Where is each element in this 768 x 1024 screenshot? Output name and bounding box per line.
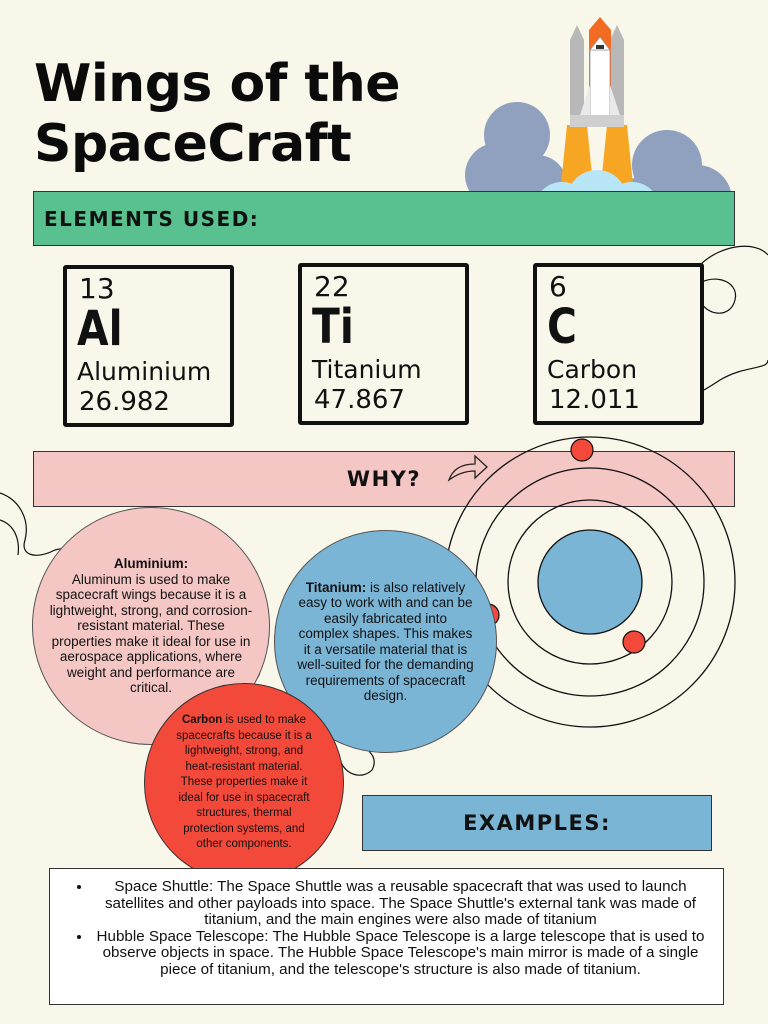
atom-icon [440, 430, 740, 740]
list-item: • Hubble Space Telescope: The Hubble Space Telescope is a large telescope that is used to observe objects in space. The Hubble Space Telescope's main mirror is made of a single piece of titanium, and the telescope's structure is also made of titanium. [92, 929, 709, 979]
element-symbol: C [547, 299, 577, 355]
element-name: Titanium [312, 355, 422, 384]
carbon-heading: Carbon [182, 714, 223, 727]
atomic-number: 6 [549, 270, 567, 303]
titanium-heading: Titanium: [305, 579, 367, 595]
element-symbol: Al [77, 301, 123, 357]
atomic-mass: 47.867 [314, 385, 405, 415]
atomic-number: 22 [314, 270, 350, 303]
elements-used-label: ELEMENTS USED: [44, 206, 260, 231]
aluminium-heading: Aluminium: [113, 556, 189, 572]
element-tile-titanium [298, 263, 469, 425]
carbon-reason-circle [144, 683, 344, 883]
elements-used-banner [33, 191, 735, 246]
carbon-text: is used to make spacecrafts because it is a lightweight, strong, and heat-resistant material. These properties make it ideal for use in spacecraft structures, thermal protection systems, and other components. [176, 714, 312, 851]
atomic-number: 13 [79, 272, 115, 305]
examples-list [76, 879, 709, 978]
element-name: Carbon [547, 355, 638, 384]
examples-banner [362, 795, 712, 851]
titanium-text: is also relatively easy to work with and can be easily fabricated into complex shapes. This makes it a versatile material that is well-suited for the demanding requirements of spacecraft design. [297, 579, 474, 703]
examples-box [49, 868, 724, 1005]
aluminium-text: Aluminum is used to make spacecraft wings because it is a lightweight, strong, and corrosion-resistant material. These properties make it ideal for use in aerospace applications, where weight and performance are critical. [49, 571, 253, 696]
atomic-mass: 12.011 [549, 385, 640, 415]
page-title: Wings of the SpaceCraft [34, 54, 401, 174]
why-label: WHY? [346, 467, 422, 491]
element-tile-aluminium [63, 265, 234, 427]
list-item: • Space Shuttle: The Space Shuttle was a reusable spacecraft that was used to launch satellites and other payloads into space. The Space Shuttle's external tank was made of titanium, and the main engines were also made of titanium [92, 879, 709, 929]
atomic-mass: 26.982 [79, 387, 170, 417]
element-tile-carbon [533, 263, 704, 425]
element-symbol: Ti [312, 299, 354, 355]
element-name: Aluminium [77, 357, 212, 386]
examples-label: EXAMPLES: [463, 811, 611, 835]
